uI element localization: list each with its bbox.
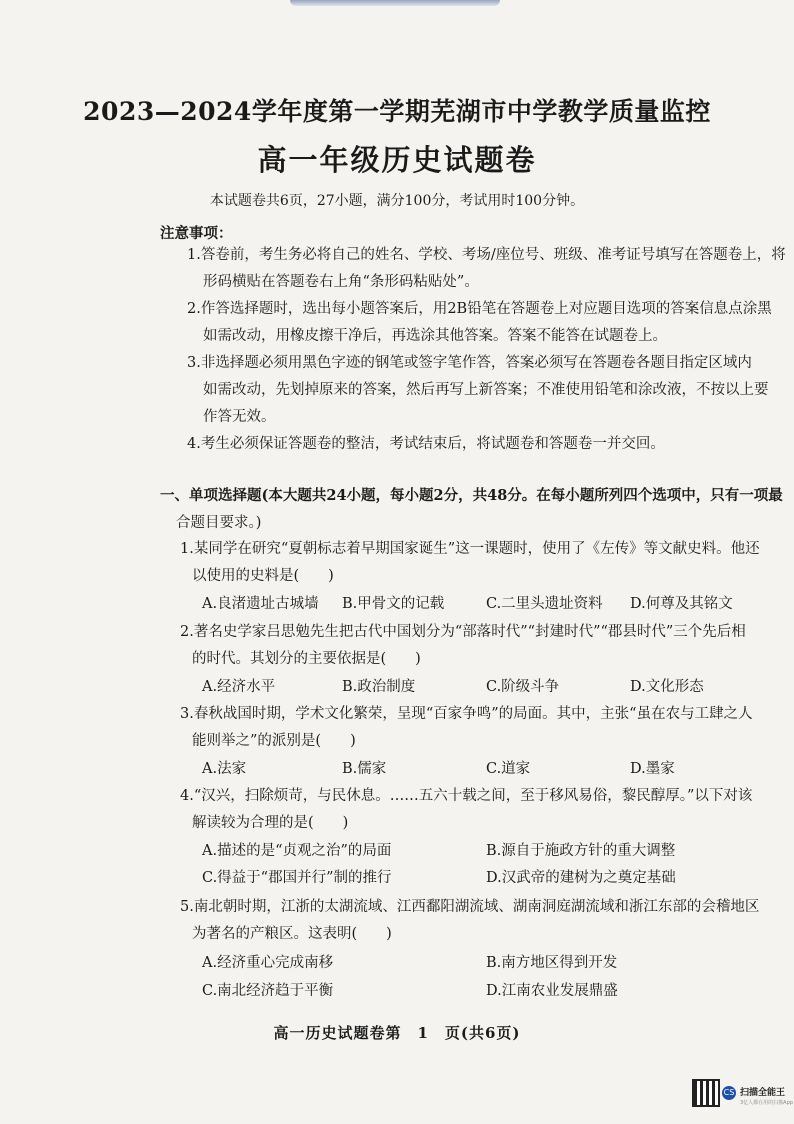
option-d: D.何尊及其铭文 [630, 596, 733, 612]
question-stem: 5.南北朝时期，江浙的太湖流域、江西鄱阳湖流域、湖南洞庭湖流域和浙江东部的会稽地区 [180, 899, 760, 915]
option-a: A.经济重心完成南移 [202, 955, 334, 971]
notice-heading: 注意事项： [160, 225, 233, 242]
option-d: D.墨家 [630, 761, 675, 777]
option-c: C.南北经济趋于平衡 [202, 983, 334, 999]
question-stem: 4.“汉兴，扫除烦苛，与民休息。……五六十载之间，至于移风易俗，黎民醇厚。”以下对该 [180, 788, 753, 804]
scanner-tagline: 3亿人都在用的扫描App [740, 1100, 793, 1106]
question-stem: 3.春秋战国时期，学术文化繁荣，呈现“百家争鸣”的局面。其中，主张“虽在农与工肆之人 [180, 706, 753, 722]
option-a: A.描述的是“贞观之治”的局面 [202, 843, 392, 859]
notice-line: 3.非选择题必须用黑色字迹的钢笔或签字笔作答，答案必须写在答题卷各题目指定区域内 [187, 355, 752, 371]
top-edge-shadow [290, 0, 500, 6]
notice-line: 4.考生必须保证答题卷的整洁，考试结束后，将试题卷和答题卷一并交回。 [187, 436, 665, 452]
exam-intro: 本试题卷共6页，27小题，满分100分，考试用时100分钟。 [209, 193, 585, 209]
option-c: C.阶级斗争 [486, 679, 560, 695]
notice-line: 如需改动，用橡皮擦干净后，再选涂其他答案。答案不能答在试题卷上。 [203, 328, 667, 344]
question-stem: 的时代。其划分的主要依据是( ) [192, 651, 421, 667]
qr-code-icon [694, 1081, 718, 1105]
notice-line: 作答无效。 [203, 409, 276, 425]
notice-line: 如需改动，先划掉原来的答案，然后再写上新答案；不准使用铅笔和涂改液，不按以上要 [203, 382, 769, 398]
option-b: B.政治制度 [342, 679, 416, 695]
section-heading-cont: 合题目要求。) [176, 515, 262, 531]
scanner-watermark [694, 1080, 793, 1106]
question-stem: 2.著名史学家吕思勉先生把古代中国划分为“部落时代”“封建时代”“郡县时代”三个先后相 [180, 624, 746, 640]
option-b: B.源自于施政方针的重大调整 [486, 843, 676, 859]
option-b: B.南方地区得到开发 [486, 955, 618, 971]
notice-line: 形码横贴在答题卷右上角“条形码粘贴处”。 [203, 274, 479, 290]
section-heading: 一、单项选择题(本大题共24小题，每小题2分，共48分。在每小题所列四个选项中，只有一项最 [160, 487, 783, 504]
page-footer: 高一历史试题卷第 1 页(共6页) [273, 1024, 521, 1042]
option-d: D.江南农业发展鼎盛 [486, 983, 618, 999]
question-stem: 为著名的产粮区。这表明( ) [192, 926, 392, 942]
question-stem: 1.某同学在研究“夏朝标志着早期国家诞生”这一课题时，使用了《左传》等文献史料。他还 [180, 541, 760, 557]
option-b: B.儒家 [342, 761, 387, 777]
option-b: B.甲骨文的记载 [342, 596, 445, 612]
camscanner-logo-icon: CS [722, 1086, 736, 1100]
exam-subtitle: 高一年级历史试题卷 [257, 143, 537, 177]
notice-line: 1.答卷前，考生务必将自己的姓名、学校、考场/座位号、班级、准考证号填写在答题卷上，将 [187, 247, 786, 263]
option-d: D.汉武帝的建树为之奠定基础 [486, 870, 676, 886]
option-a: A.良渚遗址古城墙 [202, 596, 319, 612]
option-d: D.文化形态 [630, 679, 704, 695]
question-stem: 以使用的史料是( ) [192, 568, 334, 584]
option-c: C.二里头遗址资料 [486, 596, 603, 612]
option-a: A.经济水平 [202, 679, 276, 695]
option-a: A.法家 [202, 761, 247, 777]
question-stem: 能则举之”的派别是( ) [192, 733, 356, 749]
option-c: C.得益于“郡国并行”制的推行 [202, 870, 392, 886]
scanner-app-name: 扫描全能王 [740, 1088, 786, 1098]
option-c: C.道家 [486, 761, 531, 777]
notice-line: 2.作答选择题时，选出每小题答案后，用2B铅笔在答题卷上对应题目选项的答案信息点涂黑 [187, 301, 772, 317]
exam-title: 2023—2024学年度第一学期芜湖市中学教学质量监控 [83, 97, 711, 126]
question-stem: 解读较为合理的是( ) [192, 815, 349, 831]
